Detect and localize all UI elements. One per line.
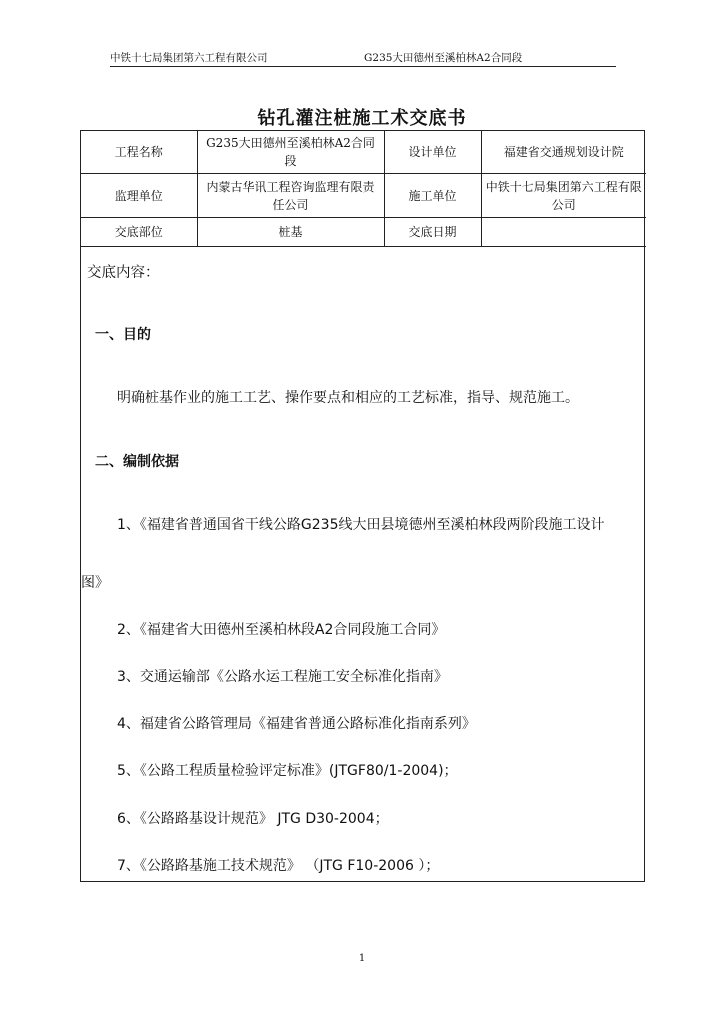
list-item: 3、交通运输部《公路水运工程施工安全标准化指南》 (117, 669, 448, 685)
list-item: 5、《公路工程质量检验评定标准》(JTGF80/1-2004)； (117, 763, 458, 779)
list-item: 4、福建省公路管理局《福建省普通公路标准化指南系列》 (117, 716, 476, 732)
header-company: 中铁十七局集团第六工程有限公司 (110, 52, 268, 64)
location-value: 桩基 (197, 218, 384, 247)
list-item: 6、《公路路基设计规范》 JTG D30-2004； (117, 811, 389, 827)
design-unit-value: 福建省交通规划设计院 (481, 131, 646, 174)
section-1-heading: 一、目的 (95, 327, 151, 343)
section-1-paragraph: 明确桩基作业的施工工艺、操作要点和相应的工艺标准，指导、规范施工。 (117, 390, 579, 406)
project-name-label: 工程名称 (81, 131, 197, 174)
list-item: 7、《公路路基施工技术规范》 （JTG F10-2006 ）； (117, 858, 440, 874)
header-section: G235大田德州至溪柏林A2合同段 (364, 52, 523, 64)
list-item-continuation: 图》 (81, 575, 109, 591)
date-label: 交底日期 (384, 218, 481, 247)
section-2-heading: 二、编制依据 (95, 454, 179, 470)
content-label: 交底内容： (87, 265, 160, 281)
supervisor-label: 监理单位 (81, 174, 197, 218)
page-number: 1 (358, 953, 366, 964)
content-area (81, 131, 646, 883)
supervisor-value: 内蒙古华讯工程咨询监理有限责任公司 (197, 174, 384, 218)
contractor-label: 施工单位 (384, 174, 481, 218)
page-header (110, 50, 616, 67)
document-frame (80, 130, 645, 882)
list-item: 1、《福建省普通国省干线公路G235线大田县境德州至溪柏林段两阶段施工设计 (117, 517, 605, 533)
document-title: 钻孔灌注桩施工术交底书 (257, 108, 467, 129)
design-unit-label: 设计单位 (384, 131, 481, 174)
project-name-value: G235大田德州至溪柏林A2合同段 (197, 131, 384, 174)
list-item: 2、《福建省大田德州至溪柏林段A2合同段施工合同》 (117, 622, 446, 638)
contractor-value: 中铁十七局集团第六工程有限公司 (481, 174, 646, 218)
location-label: 交底部位 (81, 218, 197, 247)
